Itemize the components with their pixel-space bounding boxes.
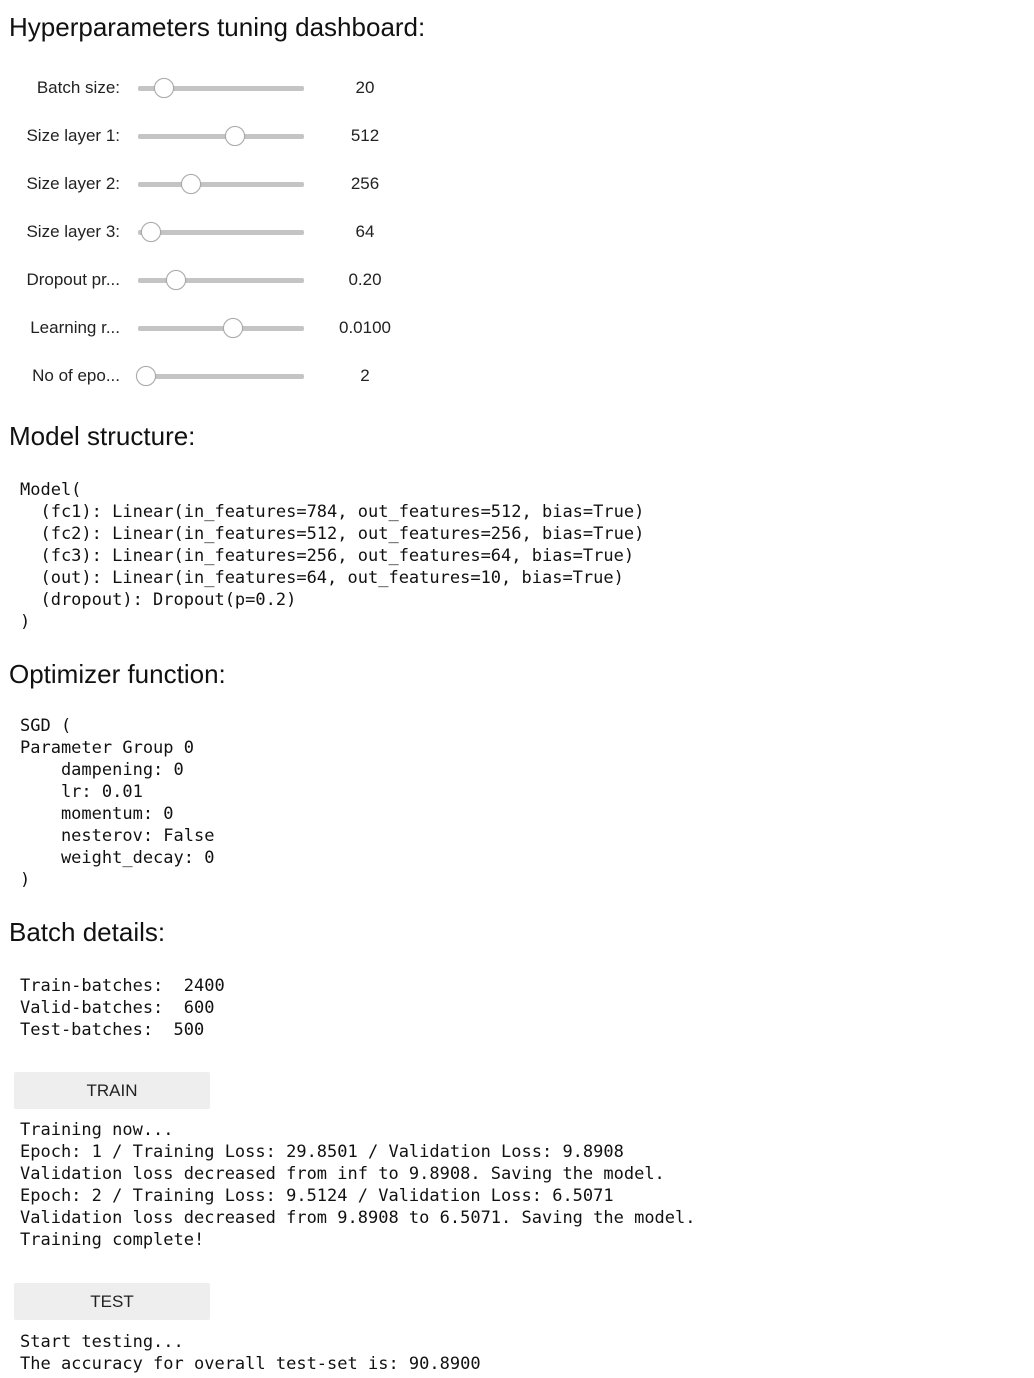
slider-value: 256 xyxy=(350,174,380,193)
model-structure-output: Model( (fc1): Linear(in_features=784, out_features=512, bias=True) (fc2): Linear(in_features=512, out_features=256, bias=True) (fc3): Linear(in_features=256, out_features=64, bias=True) (out): Linear(in_features=64, out_features=10, bias=True) (dropout): Dropout(p=0.2) ) xyxy=(20,480,645,632)
slider-handle[interactable] xyxy=(141,222,161,242)
slider-track[interactable] xyxy=(138,326,304,331)
slider-value: 2 xyxy=(360,366,370,385)
slider-handle[interactable] xyxy=(166,270,186,290)
slider-value: 20 xyxy=(355,78,375,97)
batch-details-output: Train-batches: 2400 Valid-batches: 600 Test-batches: 500 xyxy=(20,976,225,1040)
optimizer-output: SGD ( Parameter Group 0 dampening: 0 lr: 0.01 momentum: 0 nesterov: False weight_decay: 0 ) xyxy=(20,716,215,890)
slider-value: 64 xyxy=(355,222,375,241)
slider-handle[interactable] xyxy=(223,318,243,338)
slider-handle[interactable] xyxy=(225,126,245,146)
slider-value: 0.0100 xyxy=(339,318,391,337)
slider-size-layer-2 xyxy=(0,168,420,200)
slider-label: Size layer 2: xyxy=(26,174,120,193)
dashboard-title: Hyperparameters tuning dashboard: xyxy=(9,12,426,42)
test-output: Start testing... The accuracy for overall test-set is: 90.8900 xyxy=(20,1332,481,1374)
slider-track[interactable] xyxy=(138,134,304,139)
slider-track[interactable] xyxy=(138,278,304,283)
slider-handle[interactable] xyxy=(181,174,201,194)
slider-size-layer-3 xyxy=(0,216,420,248)
optimizer-heading: Optimizer function: xyxy=(9,659,226,689)
slider-dropout xyxy=(0,264,420,296)
slider-label: Batch size: xyxy=(36,78,120,97)
test-button[interactable]: TEST xyxy=(14,1283,210,1320)
slider-value: 512 xyxy=(350,126,380,145)
slider-label: Dropout pr... xyxy=(26,270,120,289)
slider-handle[interactable] xyxy=(154,78,174,98)
slider-track[interactable] xyxy=(138,230,304,235)
slider-value: 0.20 xyxy=(348,270,382,289)
slider-label: Size layer 1: xyxy=(26,126,120,145)
slider-handle[interactable] xyxy=(136,366,156,386)
train-output: Training now... Epoch: 1 / Training Loss: 29.8501 / Validation Loss: 9.8908 Validation loss decreased from inf to 9.8908. Saving the model. Epoch: 2 / Training Loss: 9.5124 / Validation Loss: 6.5071 Validation loss decreased from 9.8908 to 6.5071. Saving the model. Training complete! xyxy=(20,1120,696,1250)
slider-label: Size layer 3: xyxy=(26,222,120,241)
slider-learning-rate xyxy=(0,312,420,344)
slider-epochs xyxy=(0,360,420,392)
slider-batch-size xyxy=(0,72,420,104)
model-structure-heading: Model structure: xyxy=(9,421,196,451)
batch-details-heading: Batch details: xyxy=(9,917,166,947)
slider-track[interactable] xyxy=(138,374,304,379)
slider-size-layer-1 xyxy=(0,120,420,152)
slider-track[interactable] xyxy=(138,182,304,187)
train-button[interactable]: TRAIN xyxy=(14,1072,210,1109)
slider-label: No of epo... xyxy=(32,366,120,385)
slider-label: Learning r... xyxy=(30,318,120,337)
